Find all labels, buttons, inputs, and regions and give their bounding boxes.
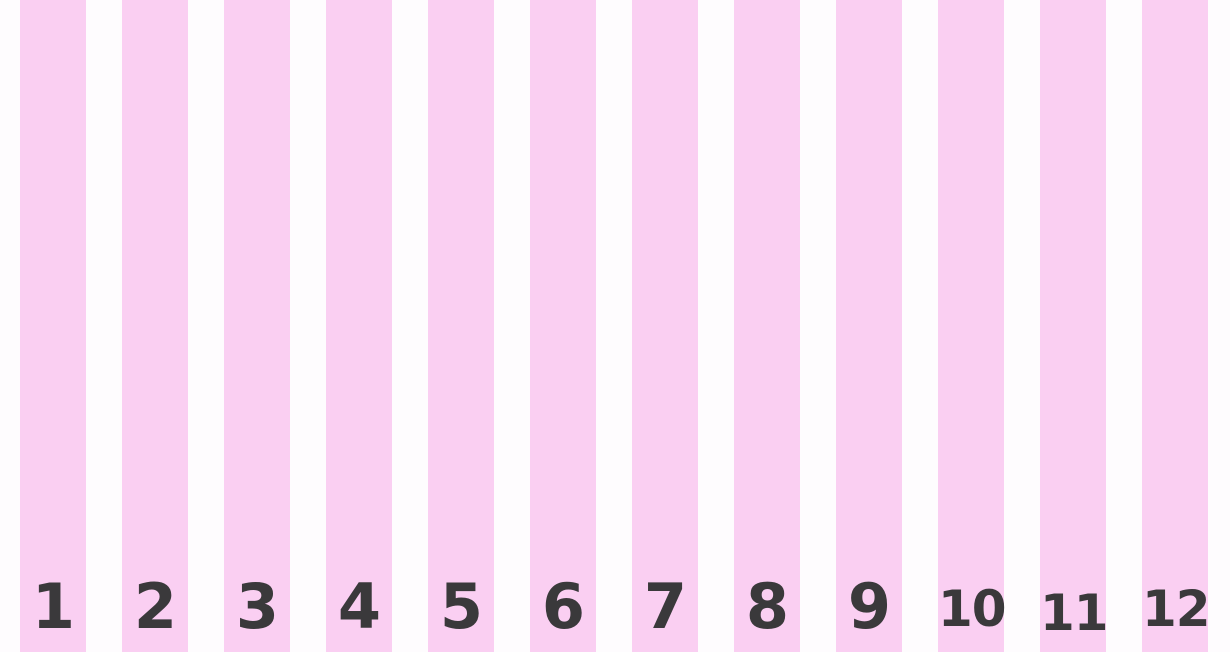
grid-column-2 (122, 0, 188, 652)
column-label: 7 (643, 570, 687, 643)
column-label: 6 (541, 570, 585, 643)
column-label: 3 (235, 570, 279, 643)
grid-column-9 (836, 0, 902, 652)
grid-column-7 (632, 0, 698, 652)
grid-column-5 (428, 0, 494, 652)
grid-column-4 (326, 0, 392, 652)
grid-column-3 (224, 0, 290, 652)
column-label: 8 (745, 570, 789, 643)
grid-column-6 (530, 0, 596, 652)
column-label: 5 (439, 570, 483, 643)
column-label: 4 (337, 570, 381, 643)
grid-column-1 (20, 0, 86, 652)
column-label: 1 (31, 570, 75, 643)
column-label: 10 (938, 580, 1006, 638)
grid-column-12 (1142, 0, 1208, 652)
column-label: 9 (847, 570, 891, 643)
grid-column-11 (1040, 0, 1106, 652)
grid-column-10 (938, 0, 1004, 652)
column-label: 2 (133, 570, 177, 643)
column-label: 11 (1040, 584, 1108, 642)
grid-column-8 (734, 0, 800, 652)
column-label: 12 (1142, 580, 1210, 638)
